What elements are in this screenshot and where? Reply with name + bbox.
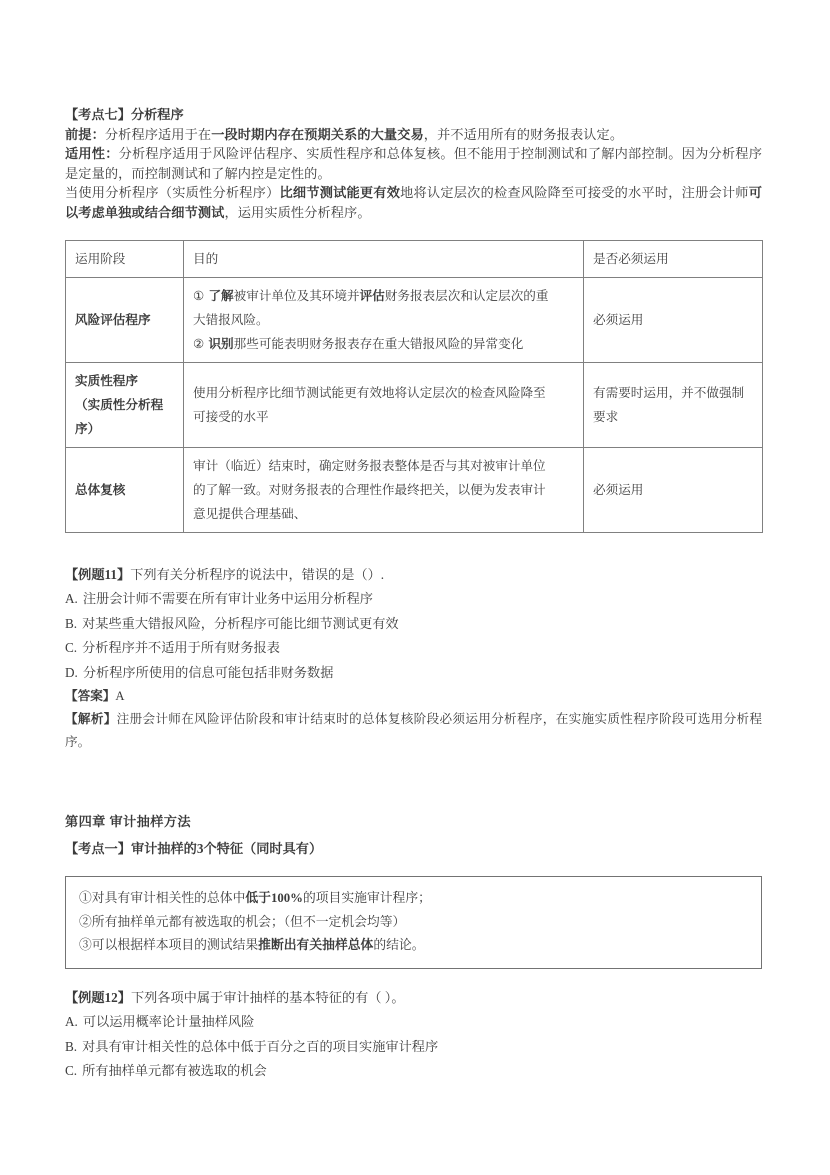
- keypoint-seven-bracket: 【考点七】: [65, 107, 131, 122]
- example11-analysis: [65, 708, 762, 754]
- feature-3-normal-1: 可以根据样本项目的测试结果: [91, 938, 259, 953]
- row1-normal-2: 财务报表层次和认定层次的重: [384, 288, 549, 303]
- feature-1-normal-1: 对具有审计相关性的总体中: [91, 891, 246, 906]
- row1-normal-4: 那些可能表明财务报表存在重大错报风险的异常变化: [233, 336, 524, 351]
- row1-mandatory: 必须运用: [584, 277, 763, 362]
- example12-option-c-label: C.: [65, 1063, 78, 1079]
- row3-purpose-line3: [193, 502, 575, 526]
- spacer-after-feature-box: [65, 969, 762, 986]
- usage-emphasis-1: 比细节测试能更有效: [279, 185, 401, 201]
- row1-bold-2: 评估: [359, 288, 385, 303]
- example12-option-b-label: B.: [65, 1038, 78, 1054]
- row2-stage: [66, 362, 184, 447]
- row1-stage: 风险评估程序: [66, 277, 184, 362]
- table-row: [66, 277, 763, 362]
- example12-option-b: [65, 1035, 762, 1060]
- row2-purpose-line2: [193, 405, 575, 429]
- example11-analysis-label: 【解析】: [65, 712, 117, 727]
- feature-1-bold: 低于100%: [245, 891, 303, 906]
- usage-part6: ，运用实质性分析程序。: [224, 204, 371, 220]
- row2-stage-sub2: 序）: [75, 421, 101, 436]
- table-header-stage: 运用阶段: [66, 240, 184, 277]
- example11-analysis-line1: 注册会计师在风险评估阶段和审计结束时的总体复核阶段必须运用分析程序，在实施实质性程序阶段可选: [116, 712, 711, 727]
- example12-option-b-text: 对具有审计相关性的总体中低于百分之百的项目实施审计程序: [82, 1038, 439, 1054]
- row1-marker-2: ②: [193, 336, 206, 351]
- example11-option-d-label: D.: [65, 664, 78, 680]
- example11-stem: [65, 563, 762, 588]
- example11-option-a-label: A.: [65, 591, 78, 607]
- row2-stage-main: 实质性程序: [75, 373, 138, 388]
- example11-label: 【例题11】: [65, 566, 131, 582]
- row1-normal-1: 被审计单位及其环境并: [233, 288, 360, 303]
- row1-normal-3: 大错报风险。: [193, 312, 269, 327]
- example11-option-b-text: 对某些重大错报风险，分析程序可能比细节测试更有效: [82, 615, 399, 631]
- keypoint-seven-heading: [65, 105, 762, 125]
- feature-1-normal-2: 的项目实施审计程序；: [302, 891, 431, 906]
- example11-option-c-label: C.: [65, 640, 78, 656]
- table-row: [66, 447, 763, 532]
- example11-option-d: [65, 661, 762, 686]
- row3-normal-3: 意见提供合理基础、: [193, 506, 307, 521]
- premise-part1: 分析程序适用于在: [104, 126, 212, 142]
- row2-mandatory: 有需要时运用，并不做强制要求: [584, 362, 763, 447]
- applicability-label: 适用性：: [65, 146, 119, 162]
- example12-stem: [65, 986, 762, 1011]
- feature-2-normal-1: 所有抽样单元都有被选取的机会；（但不一定机会均等）: [91, 914, 406, 929]
- table-header-row: [66, 240, 763, 277]
- example12-option-c: [65, 1059, 762, 1084]
- row1-purpose-line1: [193, 284, 575, 308]
- example12-option-a: [65, 1010, 762, 1035]
- example11-analysis-line2: 用分析程序。: [65, 712, 763, 750]
- chapter4-keypoint-bracket: 【考点一】: [65, 841, 131, 857]
- row3-normal-2: 的了解一致。对财务报表的合理性作最终把关，以便为发表审计: [193, 482, 546, 497]
- document-body: [65, 105, 762, 1084]
- feature-2-marker: ②: [79, 914, 92, 929]
- row3-normal-1: 审计（临近）结束时，确定财务报表整体是否与其对被审计单位: [193, 458, 546, 473]
- example11-option-c: [65, 636, 762, 661]
- premise-paragraph: [65, 125, 762, 145]
- example11-option-a: [65, 587, 762, 612]
- example12-stem-text: 下列各项中属于审计抽样的基本特征的有（ ）。: [130, 989, 405, 1005]
- row3-purpose-line2: [193, 478, 575, 502]
- feature-item-3: [79, 934, 749, 958]
- row1-purpose: [184, 277, 584, 362]
- row2-stage-sub1: （实质性分析程: [75, 397, 164, 412]
- keypoint-seven-title: 分析程序: [130, 107, 184, 122]
- example11-answer: [65, 685, 762, 708]
- spacer-after-table: [65, 533, 762, 563]
- example11-option-a-text: 注册会计师不需要在所有审计业务中运用分析程序: [82, 591, 373, 607]
- example12-option-a-text: 可以运用概率论计量抽样风险: [82, 1014, 255, 1030]
- chapter4-title: 第四章 审计抽样方法: [65, 814, 191, 830]
- feature-3-bold: 推断出有关抽样总体: [258, 938, 374, 953]
- example11-answer-value: A: [115, 689, 125, 704]
- applicability-paragraph: [65, 144, 762, 183]
- spacer-before-table: [65, 223, 762, 240]
- row2-purpose: [184, 362, 584, 447]
- feature-3-normal-2: 的结论。: [373, 938, 425, 953]
- row2-purpose-line1: [193, 381, 575, 405]
- spacer-after-chapter-title: [65, 832, 762, 839]
- row1-marker-1: ①: [193, 288, 206, 303]
- example12-label: 【例题12】: [65, 989, 131, 1005]
- feature-1-marker: ①: [79, 891, 92, 906]
- table-header-mandatory: 是否必须运用: [584, 240, 763, 277]
- feature-3-marker: ③: [79, 938, 92, 953]
- spacer-before-feature-box: [65, 859, 762, 876]
- spacer-before-chapter4: [65, 754, 762, 812]
- row3-stage: 总体复核: [66, 447, 184, 532]
- usage-emphasis-2: 可以考虑单独或结合细节测试: [65, 185, 762, 220]
- premise-emphasis: 一段时期内存在预期关系的大量交易: [211, 126, 424, 142]
- row1-purpose-line3: [193, 332, 575, 356]
- usage-part4: 师: [735, 185, 749, 201]
- row3-purpose-line1: [193, 454, 575, 478]
- analytical-procedures-table: [65, 240, 763, 533]
- row3-purpose: [184, 447, 584, 532]
- feature-item-1: [79, 887, 749, 911]
- example12-option-a-label: A.: [65, 1014, 78, 1030]
- row1-bold-1: 了解: [208, 288, 234, 303]
- applicability-line2: 程序是定量的，而控制测试和了解内控是定性的。: [65, 146, 762, 181]
- row3-mandatory: 必须运用: [584, 447, 763, 532]
- example11-option-b-label: B.: [65, 615, 78, 631]
- row1-purpose-line2: [193, 308, 575, 332]
- table-header-purpose: 目的: [184, 240, 584, 277]
- applicability-line1: 分析程序适用于风险评估程序、实质性程序和总体复核。但不能用于控制测试和了解内部控制。因为分析: [118, 146, 736, 162]
- row2-normal-2: 可接受的水平: [193, 409, 269, 424]
- sampling-features-box: [65, 876, 762, 969]
- example11-option-c-text: 分析程序并不适用于所有财务报表: [82, 640, 280, 656]
- chapter4-keypoint-title: 审计抽样的3个特征（同时具有）: [130, 841, 323, 857]
- row1-bold-3: 识别: [208, 336, 234, 351]
- usage-part1: 当使用分析程序（实质性分析程序）: [65, 185, 280, 201]
- example12-option-c-text: 所有抽样单元都有被选取的机会: [82, 1063, 267, 1079]
- chapter4-keypoint-heading: [65, 839, 762, 859]
- usage-paragraph: [65, 183, 762, 222]
- example11-option-b: [65, 612, 762, 637]
- premise-part3: ，并不适用所有的财务报表认定。: [423, 126, 624, 142]
- table-row: [66, 362, 763, 447]
- feature-item-2: [79, 911, 749, 935]
- example11-stem-text: 下列有关分析程序的说法中，错误的是（）.: [130, 566, 385, 582]
- usage-part3: 地将认定层次的检查风险降至可接受的水平时，注册会计: [400, 185, 736, 201]
- example11-option-d-text: 分析程序所使用的信息可能包括非财务数据: [82, 664, 334, 680]
- row2-normal-1: 使用分析程序比细节测试能更有效地将认定层次的检查风险降至: [193, 385, 546, 400]
- premise-label: 前提：: [65, 126, 105, 142]
- example11-answer-label: 【答案】: [65, 689, 116, 704]
